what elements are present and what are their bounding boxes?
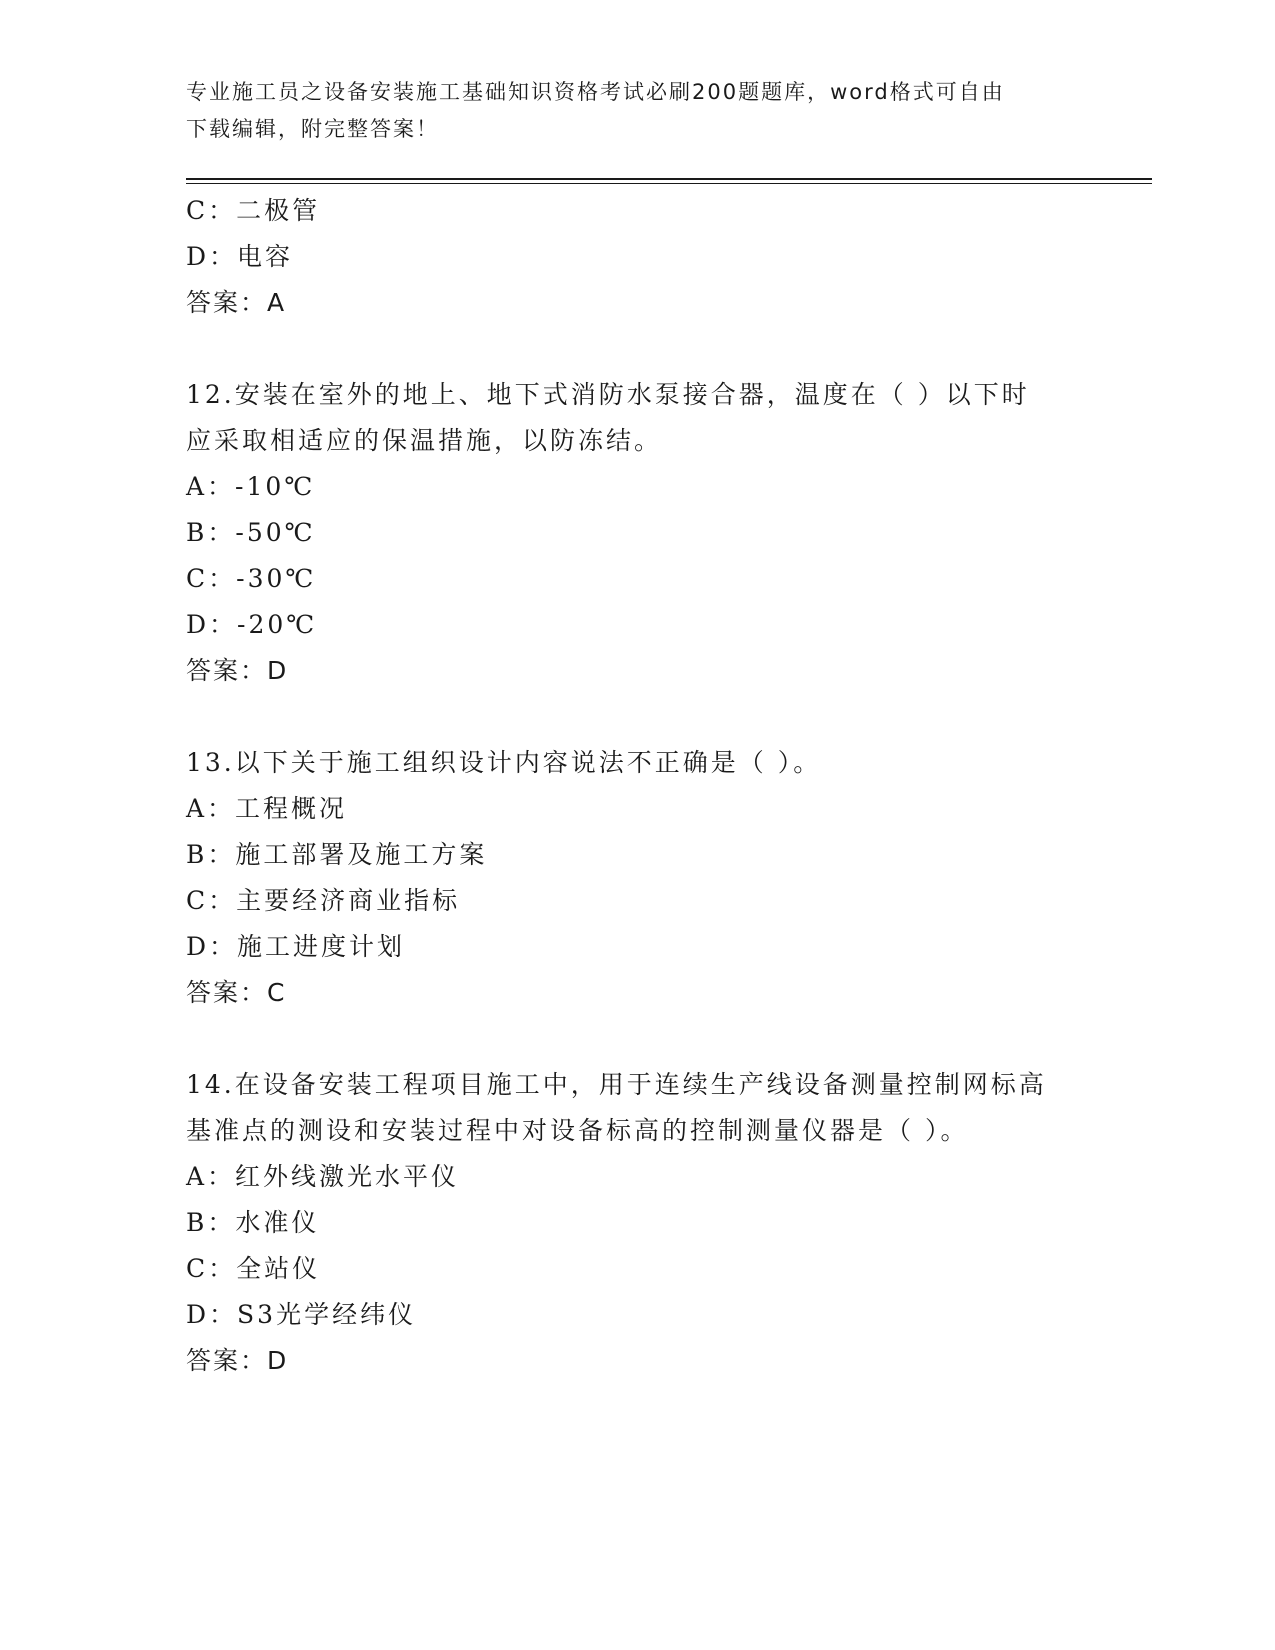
answer-label: 答案：C bbox=[186, 978, 287, 1007]
question-stem: 14.在设备安装工程项目施工中，用于连续生产线设备测量控制网标高 bbox=[186, 1070, 1047, 1099]
answer-label: 答案：D bbox=[186, 656, 289, 685]
option-d: D：电容 bbox=[186, 242, 294, 271]
option-d: D：S3光学经纬仪 bbox=[186, 1300, 417, 1329]
option-c: C：全站仪 bbox=[186, 1254, 321, 1283]
document-header bbox=[186, 74, 1076, 148]
question-stem-continued: 应采取相适应的保温措施，以防冻结。 bbox=[186, 426, 663, 455]
option-c: C：二极管 bbox=[186, 196, 321, 225]
option-a: A：工程概况 bbox=[186, 794, 348, 823]
option-d: D：施工进度计划 bbox=[186, 932, 406, 961]
option-d: D：-20℃ bbox=[186, 610, 318, 639]
option-b: B：施工部署及施工方案 bbox=[186, 840, 488, 869]
question-stem-continued: 基准点的测设和安装过程中对设备标高的控制测量仪器是（ ）。 bbox=[186, 1116, 969, 1145]
question-13 bbox=[186, 740, 1086, 1016]
question-stem: 12.安装在室外的地上、地下式消防水泵接合器，温度在（ ）以下时 bbox=[186, 380, 1030, 409]
answer-label: 答案：D bbox=[186, 1346, 289, 1375]
question-12 bbox=[186, 372, 1086, 694]
question-11-continued bbox=[186, 188, 1086, 326]
option-a: A：红外线激光水平仪 bbox=[186, 1162, 460, 1191]
option-c: C：-30℃ bbox=[186, 564, 317, 593]
header-title-line-2: 下载编辑，附完整答案！ bbox=[186, 117, 439, 141]
answer-label: 答案：A bbox=[186, 288, 287, 317]
question-list bbox=[186, 188, 1086, 1384]
question-stem: 13.以下关于施工组织设计内容说法不正确是（ ）。 bbox=[186, 748, 822, 777]
option-a: A：-10℃ bbox=[186, 472, 316, 501]
question-14 bbox=[186, 1062, 1086, 1384]
header-divider-thin bbox=[186, 183, 1152, 184]
header-divider-thick bbox=[186, 178, 1152, 180]
option-b: B：-50℃ bbox=[186, 518, 316, 547]
option-b: B：水准仪 bbox=[186, 1208, 320, 1237]
option-c: C：主要经济商业指标 bbox=[186, 886, 461, 915]
header-title-line-1: 专业施工员之设备安装施工基础知识资格考试必刷200题题库，word格式可自由 bbox=[186, 80, 1005, 104]
